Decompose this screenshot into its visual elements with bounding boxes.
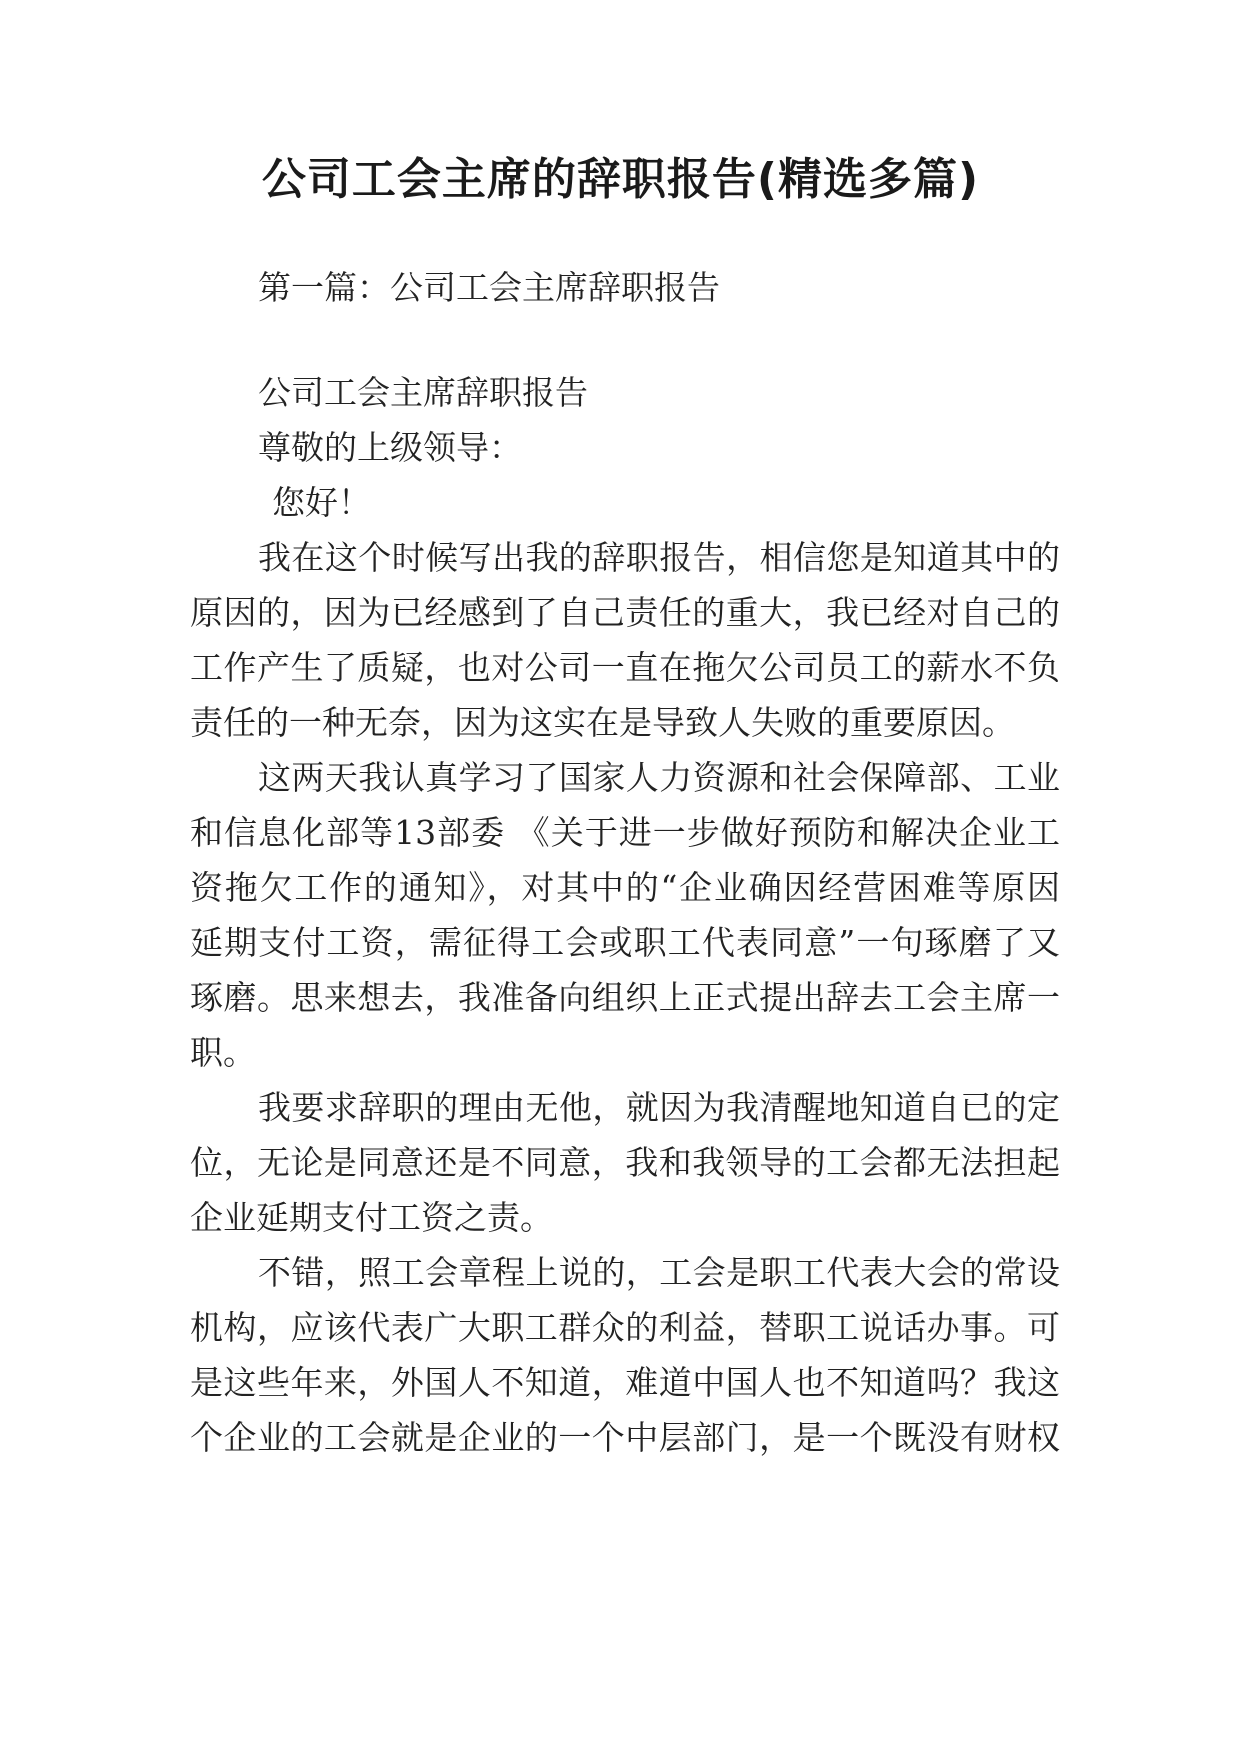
paragraph-2-line-3: 资拖欠工作的通知》，对其中的“企业确因经营困难等原因	[190, 868, 1060, 907]
paragraph-3-line-3: 企业延期支付工资之责。	[190, 1198, 553, 1237]
salutation: 尊敬的上级领导：	[258, 428, 522, 467]
paragraph-2-line-5: 琢磨。思来想去，我准备向组织上正式提出辞去工会主席一	[190, 978, 1060, 1017]
paragraph-1-line-1: 我在这个时候写出我的辞职报告，相信您是知道其中的	[258, 538, 1060, 577]
paragraph-2-line-2: 和信息化部等13部委 《关于进一步做好预防和解决企业工	[190, 813, 1060, 852]
paragraph-4-line-1: 不错，照工会章程上说的，工会是职工代表大会的常设	[258, 1253, 1060, 1292]
greeting: 您好！	[272, 483, 371, 522]
paragraph-4-line-3: 是这些年来，外国人不知道，难道中国人也不知道吗？我这	[190, 1363, 1060, 1402]
paragraph-1-line-3: 工作产生了质疑，也对公司一直在拖欠公司员工的薪水不负	[190, 648, 1060, 687]
letter-title: 公司工会主席辞职报告	[258, 373, 588, 412]
paragraph-2-line-4: 延期支付工资，需征得工会或职工代表同意”一句琢磨了又	[190, 923, 1060, 962]
document-title: 公司工会主席的辞职报告(精选多篇)	[261, 154, 980, 205]
paragraph-4-line-2: 机构，应该代表广大职工群众的利益，替职工说话办事。可	[190, 1308, 1060, 1347]
paragraph-3-line-2: 位，无论是同意还是不同意，我和我领导的工会都无法担起	[190, 1143, 1060, 1182]
paragraph-1-line-2: 原因的，因为已经感到了自己责任的重大，我已经对自己的	[190, 593, 1060, 632]
paragraph-1-line-4: 责任的一种无奈，因为这实在是导致人失败的重要原因。	[190, 703, 1015, 742]
section-heading: 第一篇：公司工会主席辞职报告	[258, 268, 720, 307]
paragraph-4-line-4: 个企业的工会就是企业的一个中层部门，是一个既没有财权	[190, 1418, 1060, 1457]
paragraph-3-line-1: 我要求辞职的理由无他，就因为我清醒地知道自已的定	[258, 1088, 1060, 1127]
paragraph-2-line-6: 职。	[190, 1033, 256, 1072]
paragraph-2-line-1: 这两天我认真学习了国家人力资源和社会保障部、工业	[258, 758, 1060, 797]
